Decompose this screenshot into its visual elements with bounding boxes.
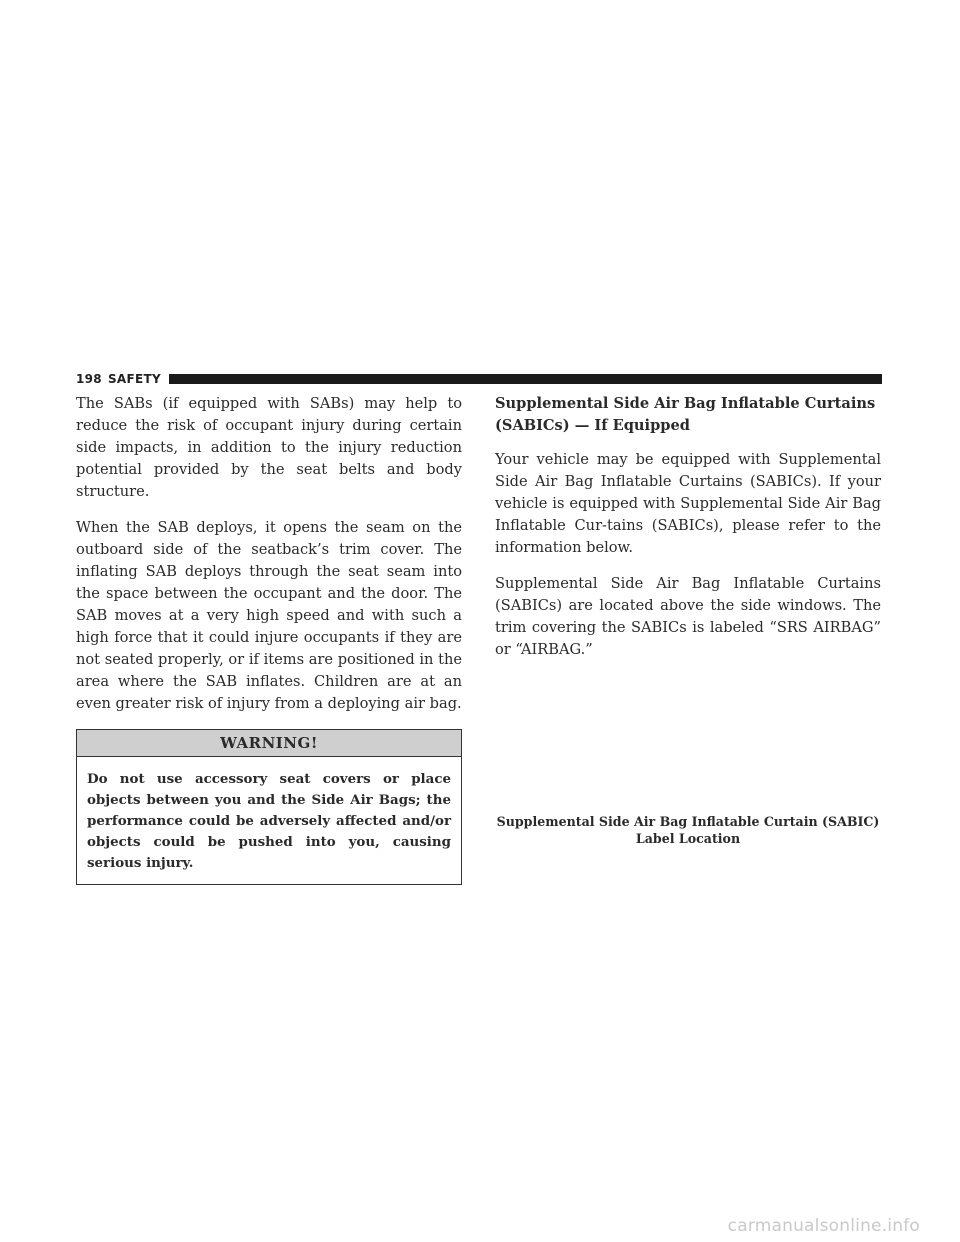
section-title: SAFETY [107, 372, 161, 386]
figure-caption [495, 813, 881, 847]
figure-caption-line-1: Supplemental Side Air Bag Inflatable Curtain (SABIC) [496, 814, 880, 829]
paragraph-sabic-equipped: Your vehicle may be equipped with Supplemental Side Air Bag Inflatable Curtains (SABICs). If your vehicle is equipped with Supplemental Side Air Bag Inflatable Cur-tains (SABICs), please refer to the information below. [495, 451, 881, 556]
paragraph-sab-deploy: When the SAB deploys, it opens the seam on the outboard side of the seatback’s trim cover. The inflating SAB deploys through the seat seam into the space between the occupant and the door. The SAB moves at a very high speed and with such a high force that it could injure occupants if they are not seated properly, or if items are positioned in the area where the SAB inflates. Children are at an even greater risk of injury from a deploying air bag. [76, 519, 462, 712]
header-rule [169, 374, 882, 384]
warning-box [76, 729, 462, 885]
sabic-label-figure [495, 600, 881, 805]
warning-title: WARNING! [77, 730, 461, 757]
page-header [76, 370, 882, 388]
warning-body: Do not use accessory seat covers or place objects between you and the Side Air Bags; the performance could be adversely affected and/or objects could be pushed into you, causing serious injury. [87, 771, 451, 871]
left-column [76, 393, 462, 885]
figure-caption-line-2: Label Location [635, 831, 741, 846]
page-number: 198 [76, 372, 102, 386]
paragraph-sabic-location: Supplemental Side Air Bag Inflatable Curtains (SABICs) are located above the side windows. The trim covering the SABICs is labeled “SRS AIRBAG” or “AIRBAG.” [495, 575, 881, 658]
paragraph-sab-intro: The SABs (if equipped with SABs) may help to reduce the risk of occupant injury during certain side impacts, in addition to the injury reduction potential provided by the seat belts and body structure. [76, 395, 462, 500]
watermark: carmanualsonline.info [727, 1216, 920, 1236]
sabic-heading: Supplemental Side Air Bag Inflatable Curtains (SABICs) — If Equipped [495, 395, 876, 434]
